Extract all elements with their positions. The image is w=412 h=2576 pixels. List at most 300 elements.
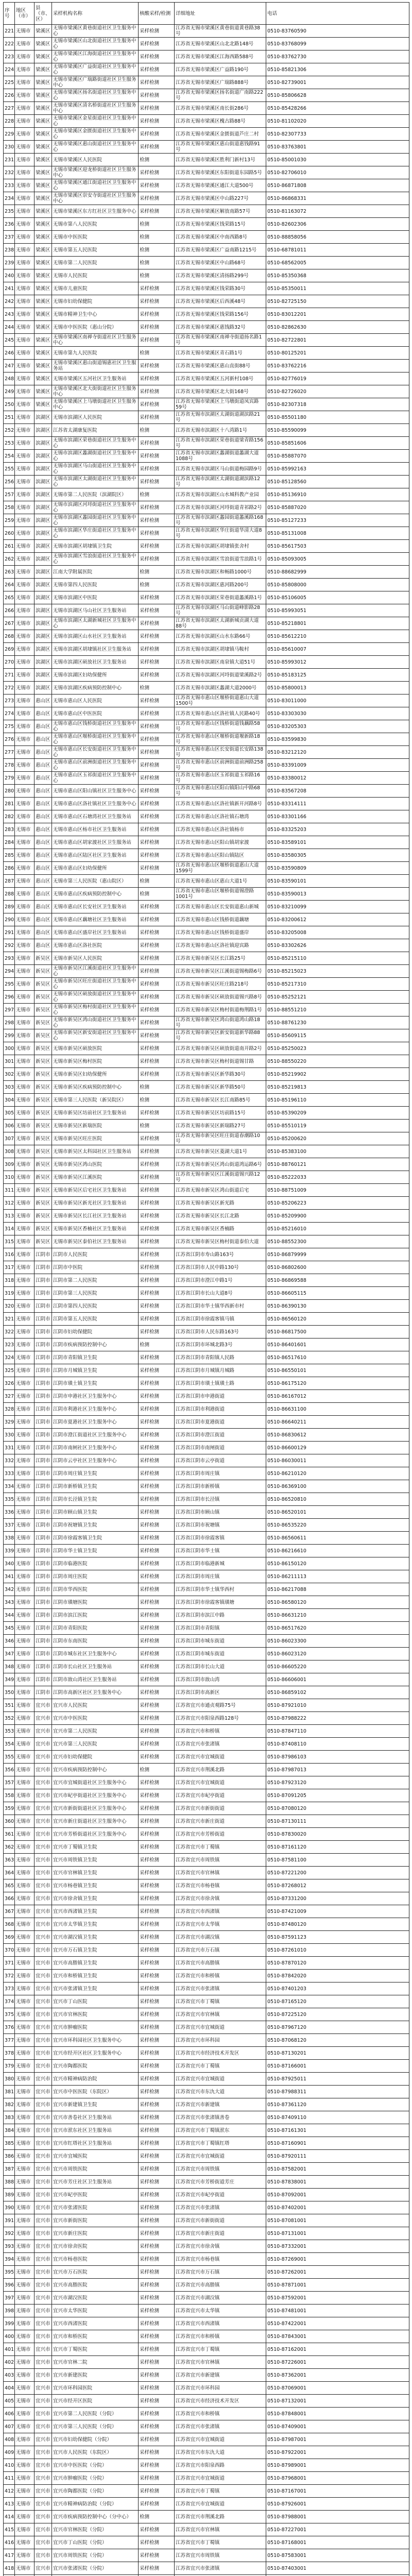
cell-address: 江苏省宜兴市官林镇 [175, 2523, 266, 2536]
cell-city: 无锡市 [15, 1802, 35, 1815]
cell-index: 304 [4, 1094, 15, 1107]
cell-district: 宜兴市 [35, 2382, 52, 2395]
cell-index: 405 [4, 2395, 15, 2408]
table-row [4, 372, 409, 385]
cell-address: 江苏省宜兴市芳桥街道 [175, 1828, 266, 1841]
cell-index: 275 [4, 720, 15, 733]
cell-index: 226 [4, 89, 15, 102]
cell-phone: 0510-87091205 [266, 1789, 409, 1802]
table-row [4, 991, 409, 1004]
cell-city: 无锡市 [15, 514, 35, 527]
cell-index: 317 [4, 1261, 15, 1274]
table-row [4, 849, 409, 862]
cell-institution: 无锡市梁溪区迎龙桥街道社区卫生服务中心 [52, 166, 139, 179]
cell-index: 233 [4, 179, 15, 192]
table-row [4, 334, 409, 347]
cell-service-type: 采样检测 [139, 1403, 175, 1416]
cell-index: 367 [4, 1905, 15, 1918]
table-row [4, 321, 409, 334]
table-row [4, 1326, 409, 1338]
cell-institution: 无锡市新吴区新光社区卫生服务站 [52, 1197, 139, 1210]
cell-index: 227 [4, 102, 15, 115]
cell-service-type: 采样检测 [139, 295, 175, 308]
cell-service-type: 采样检测 [139, 707, 175, 720]
cell-institution: 无锡市滨湖区硕放社区卫生服务站 [52, 656, 139, 669]
cell-district: 梁溪区 [35, 50, 52, 63]
cell-institution: 江南大学附属医院 [52, 566, 139, 579]
cell-institution: 无锡市新吴区旺庄街道社区卫生服务中心 [52, 978, 139, 991]
cell-index: 260 [4, 527, 15, 540]
cell-institution: 无锡市梁溪区惠山街道社区卫生服务中心 [52, 141, 139, 154]
cell-address: 江苏省宜兴市阳泉西路 [175, 2459, 266, 2472]
cell-district: 宜兴市 [35, 1970, 52, 1982]
cell-district: 新吴区 [35, 1016, 52, 1029]
cell-service-type: 采样检测 [139, 836, 175, 849]
table-row [4, 2395, 409, 2408]
cell-city: 无锡市 [15, 1287, 35, 1300]
cell-service-type: 采样检测 [139, 25, 175, 38]
cell-phone: 0510-86871808 [266, 179, 409, 192]
cell-address: 江苏省宜兴市环科园 [175, 2034, 266, 2047]
cell-service-type: 采样检测 [139, 759, 175, 772]
cell-address: 江苏省无锡市惠山区洛社镇人民路40号 [175, 707, 266, 720]
cell-phone: 0510-86023120 [266, 1648, 409, 1660]
cell-institution: 无锡市梁溪区广益街道社区卫生服务中心 [52, 63, 139, 76]
cell-address: 江苏省江阴市徐霞客镇 [175, 1532, 266, 1545]
cell-city: 无锡市 [15, 1377, 35, 1390]
cell-institution: 无锡市惠山区阳山镇社区卫生服务中心 [52, 785, 139, 798]
cell-address: 江苏省无锡市惠山区前洲街道前洲路258号 [175, 759, 266, 772]
cell-district: 江阴市 [35, 1596, 52, 1609]
cell-city: 无锡市 [15, 1660, 35, 1673]
table-row [4, 282, 409, 295]
cell-address: 江苏省宜兴市周铁镇 [175, 2549, 266, 2562]
cell-district: 新吴区 [35, 1042, 52, 1055]
cell-district: 宜兴市 [35, 2395, 52, 2408]
cell-institution: 无锡市惠山区中医医院 [52, 707, 139, 720]
cell-address: 江苏省宜兴市万石镇 [175, 2266, 266, 2279]
cell-district: 梁溪区 [35, 179, 52, 192]
cell-city: 无锡市 [15, 1596, 35, 1609]
cell-index: 371 [4, 1957, 15, 1970]
cell-address: 江苏省无锡市新吴区长江南路85号 [175, 1094, 266, 1107]
cell-institution: 无锡市惠山区盛岸社区卫生服务站 [52, 926, 139, 939]
cell-index: 382 [4, 2098, 15, 2111]
cell-district: 宜兴市 [35, 2304, 52, 2317]
cell-city: 无锡市 [15, 656, 35, 669]
table-row [4, 102, 409, 115]
cell-address: 江苏省无锡市新吴区硕放街道锡兴路8号 [175, 991, 266, 1004]
cell-city: 无锡市 [15, 25, 35, 38]
cell-city: 无锡市 [15, 540, 35, 553]
cell-service-type: 采样检测 [139, 2382, 175, 2395]
cell-city: 无锡市 [15, 707, 35, 720]
cell-address: 江苏省无锡市惠山区堰桥街道惠山大道1500号 [175, 694, 266, 707]
cell-institution: 江阴市周庄镇卫生院 [52, 1467, 139, 1480]
table-row [4, 875, 409, 888]
cell-institution: 无锡市梁溪区人民医院 [52, 154, 139, 166]
table-row [4, 1995, 409, 2008]
cell-district: 梁溪区 [35, 295, 52, 308]
cell-district: 梁溪区 [35, 192, 52, 205]
table-row [4, 2292, 409, 2304]
cell-address: 江苏省宜兴市张渚镇 [175, 1738, 266, 1751]
cell-index: 252 [4, 424, 15, 437]
cell-phone: 0510-86600129 [266, 1442, 409, 1454]
cell-address: 江苏省宜兴市太华镇 [175, 1918, 266, 1931]
cell-district: 宜兴市 [35, 2163, 52, 2176]
table-row [4, 1480, 409, 1493]
cell-phone: 0510-86520810 [266, 1493, 409, 1506]
cell-phone: 0510-86023300 [266, 1635, 409, 1648]
cell-service-type: 采样检测 [139, 1390, 175, 1403]
cell-phone: 0510-88682999 [266, 566, 409, 579]
cell-service-type: 采样检测 [139, 1622, 175, 1635]
cell-institution: 宜兴市精神病防治院（分院） [52, 2498, 139, 2511]
cell-district: 宜兴市 [35, 2021, 52, 2034]
table-row [4, 656, 409, 669]
cell-index: 314 [4, 1223, 15, 1235]
cell-district: 惠山区 [35, 759, 52, 772]
cell-district: 惠山区 [35, 836, 52, 849]
cell-city: 无锡市 [15, 2446, 35, 2459]
cell-city: 无锡市 [15, 1248, 35, 1261]
cell-city: 无锡市 [15, 244, 35, 257]
cell-district: 宜兴市 [35, 2008, 52, 2021]
cell-city: 无锡市 [15, 231, 35, 244]
cell-address: 江苏省无锡市新吴区新瑞路27号 [175, 1120, 266, 1132]
cell-address: 江苏省无锡市新吴区新光路 [175, 1197, 266, 1210]
cell-service-type: 采样检测 [139, 1532, 175, 1545]
cell-institution: 无锡市儿童医院 [52, 282, 139, 295]
cell-city: 无锡市 [15, 2408, 35, 2420]
cell-institution: 宜兴市经开区社区卫生服务中心 [52, 2047, 139, 2060]
cell-phone: 0510-87262001 [266, 2266, 409, 2279]
cell-address: 江苏省无锡市惠山区玉祁街道玉祁路16号 [175, 772, 266, 785]
cell-district: 梁溪区 [35, 141, 52, 154]
cell-city: 无锡市 [15, 1789, 35, 1802]
cell-service-type: 采样检测 [139, 1789, 175, 1802]
cell-service-type: 采样检测 [139, 746, 175, 759]
table-row [4, 1403, 409, 1416]
cell-city: 无锡市 [15, 102, 35, 115]
cell-institution: 宜兴市中医医院（分院） [52, 2459, 139, 2472]
cell-phone: 0510-86030011 [266, 1454, 409, 1467]
cell-district: 新吴区 [35, 965, 52, 978]
cell-index: 333 [4, 1467, 15, 1480]
cell-address: 江苏省宜兴市张渚镇善卷 [175, 2111, 266, 2124]
cell-institution: 宜兴市新街医院 [52, 2214, 139, 2227]
cell-service-type: 检测 [139, 682, 175, 694]
cell-city: 无锡市 [15, 1944, 35, 1957]
cell-index: 298 [4, 1016, 15, 1029]
table-row [4, 437, 409, 450]
cell-institution: 无锡市梁溪区黄巷街道社区卫生服务中心 [52, 25, 139, 38]
cell-district: 江阴市 [35, 1248, 52, 1261]
cell-phone: 0510-85216010 [266, 1223, 409, 1235]
cell-phone: 0510-87402001 [266, 2201, 409, 2214]
cell-address: 江苏省宜兴市丁蜀镇 [175, 2343, 266, 2356]
cell-address: 江苏省无锡市惠山区堰桥街道锡澄路1001号 [175, 888, 266, 901]
cell-city: 无锡市 [15, 2523, 35, 2536]
cell-city: 无锡市 [15, 1918, 35, 1931]
cell-city: 无锡市 [15, 1879, 35, 1892]
cell-district: 江阴市 [35, 1467, 52, 1480]
cell-district: 新吴区 [35, 1184, 52, 1197]
cell-service-type: 采样检测 [139, 1557, 175, 1570]
table-row [4, 2150, 409, 2163]
cell-index: 332 [4, 1454, 15, 1467]
cell-city: 无锡市 [15, 1738, 35, 1751]
cell-institution: 宜兴市人民医院（东院区） [52, 2446, 139, 2459]
cell-service-type: 采样检测 [139, 527, 175, 540]
cell-phone: 0510-87871001 [266, 2279, 409, 2292]
cell-institution: 无锡市新吴区新瑞医院 [52, 1120, 139, 1132]
cell-address: 江苏省江阴市青阳镇人民路 [175, 1351, 266, 1364]
cell-district: 宜兴市 [35, 2137, 52, 2150]
cell-address: 江苏省江阴市顾山镇 [175, 1506, 266, 1519]
cell-index: 365 [4, 1879, 15, 1892]
cell-address: 江苏省江阴市澄江街道 [175, 1429, 266, 1442]
cell-institution: 宜兴市新街街道社区卫生服务中心 [52, 1802, 139, 1815]
cell-address: 江苏省无锡市惠山区阳山镇阳山中路68号 [175, 785, 266, 798]
cell-index: 221 [4, 25, 15, 38]
cell-institution: 宜兴市环科园医院 [52, 2382, 139, 2395]
cell-district: 惠山区 [35, 810, 52, 823]
cell-institution: 宜兴市官林二院 [52, 2356, 139, 2369]
cell-institution: 江苏省太湖康复医院 [52, 424, 139, 437]
cell-service-type: 采样检测 [139, 115, 175, 128]
cell-phone: 0510-85217310 [266, 978, 409, 991]
cell-service-type: 采样检测 [139, 798, 175, 810]
cell-address: 江苏省宜兴市宜城街道 [175, 2150, 266, 2163]
cell-institution: 江阴市祝塘镇卫生院 [52, 1519, 139, 1532]
cell-service-type: 采样检测 [139, 733, 175, 746]
header-institution: 采样机构名称 [52, 3, 139, 25]
cell-service-type: 采样检测 [139, 1570, 175, 1583]
cell-service-type: 采样检测 [139, 398, 175, 411]
cell-address: 江苏省宜兴市太华镇 [175, 2304, 266, 2317]
cell-city: 无锡市 [15, 2150, 35, 2163]
cell-city: 无锡市 [15, 76, 35, 89]
cell-address: 江苏省无锡市新吴区坊前路15号 [175, 1107, 266, 1120]
cell-address: 江苏省宜兴市湖㳇镇 [175, 2292, 266, 2304]
table-row [4, 1828, 409, 1841]
cell-service-type: 采样检测 [139, 785, 175, 798]
cell-address: 江苏省宜兴市西渚镇 [175, 1905, 266, 1918]
cell-city: 无锡市 [15, 836, 35, 849]
cell-institution: 无锡市滨湖区胡埭镇社区卫生服务站 [52, 643, 139, 656]
cell-service-type: 采样检测 [139, 630, 175, 643]
cell-institution: 江阴市澄江街道社区卫生服务中心 [52, 1429, 139, 1442]
cell-district: 江阴市 [35, 1403, 52, 1416]
cell-institution: 无锡市梁溪区江海街道社区卫生服务中心 [52, 50, 139, 63]
cell-address: 江苏省无锡市梁溪区黄巷街道黄巷路38号 [175, 25, 266, 38]
cell-phone: 0510-80125201 [266, 347, 409, 360]
cell-address: 江苏省无锡市滨湖区山水城科教产业园 [175, 488, 266, 501]
cell-address: 江苏省江阴市夏港街道 [175, 1416, 266, 1429]
table-row [4, 2356, 409, 2369]
cell-phone: 0510-87842020 [266, 1970, 409, 1982]
cell-service-type: 采样检测 [139, 2201, 175, 2214]
cell-phone: 0510-85887070 [266, 450, 409, 463]
cell-city: 无锡市 [15, 798, 35, 810]
cell-district: 惠山区 [35, 720, 52, 733]
cell-city: 无锡市 [15, 1120, 35, 1132]
cell-index: 381 [4, 2086, 15, 2098]
cell-address: 江苏省江阴市长泾镇 [175, 1493, 266, 1506]
cell-service-type: 采样检测 [139, 411, 175, 424]
table-row [4, 1442, 409, 1454]
cell-district: 江阴市 [35, 1506, 52, 1519]
cell-institution: 宜兴市人民医院 [52, 1699, 139, 1712]
cell-phone: 0510-83762216 [266, 360, 409, 372]
cell-phone: 0510-87838001 [266, 2176, 409, 2189]
cell-service-type: 采样检测 [139, 2279, 175, 2292]
cell-address: 江苏省无锡市梁溪区中山路227号 [175, 192, 266, 205]
cell-service-type: 采样检测 [139, 1815, 175, 1828]
cell-phone: 0510-85183125 [266, 669, 409, 682]
cell-city: 无锡市 [15, 437, 35, 450]
cell-district: 宜兴市 [35, 2536, 52, 2549]
cell-phone: 0510-85992163 [266, 463, 409, 476]
cell-district: 宜兴市 [35, 2523, 52, 2536]
cell-service-type: 采样检测 [139, 308, 175, 321]
cell-address: 江苏省江阴市璜土镇璜土路 [175, 1377, 266, 1390]
cell-phone: 0510-68562005 [266, 257, 409, 269]
cell-phone: 0510-87847110 [266, 1725, 409, 1738]
cell-address: 江苏省宜兴市官林镇 [175, 1867, 266, 1879]
cell-phone: 0510-87582001 [266, 2163, 409, 2176]
cell-phone: 0510-85250023 [266, 1042, 409, 1055]
table-row [4, 2124, 409, 2137]
table-row [4, 1918, 409, 1931]
cell-city: 无锡市 [15, 643, 35, 656]
cell-city: 无锡市 [15, 1184, 35, 1197]
table-row [4, 1622, 409, 1635]
cell-index: 350 [4, 1686, 15, 1699]
cell-address: 江苏省无锡市惠山区堰桥街道惠山大道1599号 [175, 862, 266, 875]
cell-institution: 宜兴市丁蜀镇卫生院 [52, 1841, 139, 1854]
table-row [4, 1145, 409, 1158]
cell-district: 江阴市 [35, 1660, 52, 1673]
cell-city: 无锡市 [15, 115, 35, 128]
cell-address: 江苏省宜兴市周铁镇 [175, 1854, 266, 1867]
table-row [4, 1545, 409, 1557]
cell-phone: 0510-87331200 [266, 1892, 409, 1905]
cell-institution: 无锡市新吴区鸿山医院 [52, 1158, 139, 1171]
cell-address: 江苏省江阴市利港街道 [175, 1403, 266, 1416]
table-row [4, 553, 409, 566]
sampling-institution-table [3, 2, 409, 2576]
cell-index: 415 [4, 2523, 15, 2536]
cell-institution: 无锡市惠山区陆区社区卫生服务站 [52, 849, 139, 862]
cell-address: 江苏省宜兴市杨巷镇 [175, 2253, 266, 2266]
cell-district: 宜兴市 [35, 2408, 52, 2420]
cell-address: 江苏省无锡市滨湖区马山街道梅园路9号 [175, 463, 266, 476]
cell-district: 宜兴市 [35, 2253, 52, 2266]
table-row [4, 1416, 409, 1429]
cell-institution: 宜兴市官林医院（分院） [52, 2523, 139, 2536]
table-row [4, 1789, 409, 1802]
cell-district: 梁溪区 [35, 282, 52, 295]
cell-district: 宜兴市 [35, 1867, 52, 1879]
cell-district: 宜兴市 [35, 1764, 52, 1776]
table-row [4, 2420, 409, 2433]
cell-institution: 宜兴市万石镇卫生院 [52, 1944, 139, 1957]
table-row [4, 682, 409, 694]
cell-address: 江苏省无锡市梁溪区南长街286号 [175, 102, 266, 115]
cell-city: 无锡市 [15, 1429, 35, 1442]
cell-institution: 宜兴市太华镇卫生院 [52, 1918, 139, 1931]
cell-index: 315 [4, 1235, 15, 1248]
cell-address: 江苏省无锡市惠山区长安街道长安路138号 [175, 746, 266, 759]
table-row [4, 1068, 409, 1081]
cell-phone: 0510-83301166 [266, 810, 409, 823]
cell-city: 无锡市 [15, 566, 35, 579]
cell-district: 江阴市 [35, 1635, 52, 1648]
cell-district: 宜兴市 [35, 1738, 52, 1751]
cell-service-type: 采样检测 [139, 2150, 175, 2163]
table-row [4, 1841, 409, 1854]
table-row [4, 1673, 409, 1686]
cell-address: 江苏省无锡市新吴区新安街道新华路88号 [175, 1029, 266, 1042]
cell-phone: 0510-85610007 [266, 643, 409, 656]
cell-address: 江苏省江阴市华士镇华西新市村 [175, 1300, 266, 1313]
cell-service-type: 采样检测 [139, 1867, 175, 1879]
cell-service-type: 采样检测 [139, 50, 175, 63]
cell-phone: 0510-85806628 [266, 89, 409, 102]
table-row [4, 913, 409, 926]
table-row [4, 591, 409, 604]
cell-city: 无锡市 [15, 2047, 35, 2060]
cell-city: 无锡市 [15, 952, 35, 965]
cell-district: 宜兴市 [35, 2266, 52, 2279]
table-row [4, 1390, 409, 1403]
header-service-type: 核酸采样/检测 [139, 3, 175, 25]
cell-phone: 0510-85093005 [266, 553, 409, 566]
cell-district: 宜兴市 [35, 1802, 52, 1815]
cell-service-type: 采样检测 [139, 1223, 175, 1235]
cell-address: 江苏省宜兴市荆溪北路 [175, 2511, 266, 2523]
cell-institution: 无锡市第二人民医院 [52, 257, 139, 269]
cell-district: 宜兴市 [35, 2047, 52, 2060]
cell-service-type: 采样检测 [139, 1326, 175, 1338]
cell-address: 江苏省无锡市梁溪区上马墩街道凤宾路59号 [175, 398, 266, 411]
cell-address: 江苏省江阴市月城镇月城路 [175, 1364, 266, 1377]
cell-district: 新吴区 [35, 1197, 52, 1210]
cell-service-type: 采样检测 [139, 553, 175, 566]
cell-index: 384 [4, 2124, 15, 2137]
cell-phone: 0510-87225120 [266, 2008, 409, 2021]
cell-service-type: 采样检测 [139, 501, 175, 514]
cell-district: 江阴市 [35, 1326, 52, 1338]
cell-address: 江苏省江阴市南闸街道 [175, 1442, 266, 1454]
cell-district: 惠山区 [35, 862, 52, 875]
table-row [4, 540, 409, 553]
cell-district: 宜兴市 [35, 2111, 52, 2124]
cell-city: 无锡市 [15, 2176, 35, 2189]
cell-index: 387 [4, 2163, 15, 2176]
cell-service-type: 采样检测 [139, 965, 175, 978]
table-row [4, 1235, 409, 1248]
cell-address: 江苏省宜兴市芳桥街道芳庄 [175, 2176, 266, 2189]
cell-city: 无锡市 [15, 1029, 35, 1042]
table-row [4, 38, 409, 50]
cell-city: 无锡市 [15, 1725, 35, 1738]
cell-service-type: 采样检测 [139, 2111, 175, 2124]
cell-service-type: 采样检测 [139, 1261, 175, 1274]
